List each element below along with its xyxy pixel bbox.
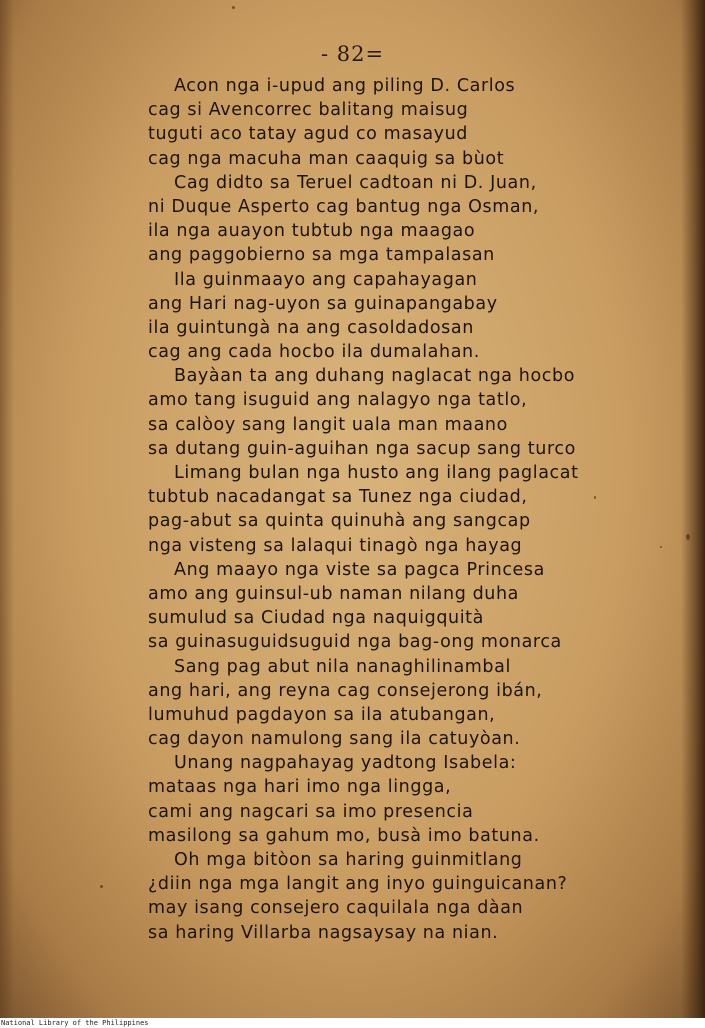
paper-speck <box>594 496 596 499</box>
poem-line: Sang pag abut nila nanaghilinambal <box>174 656 511 677</box>
poem-line: Limang bulan nga husto ang ilang paglacat <box>174 463 579 483</box>
poem-line: masilong sa gahum mo, busà imo batuna. <box>148 825 540 846</box>
poem-line: ila nga auayon tubtub nga maagao <box>148 221 476 242</box>
poem-line: cag dayon namulong sang ila catuyòan. <box>148 729 521 750</box>
paper-speck <box>100 885 103 888</box>
poem-line: tubtub nacadangat sa Tunez nga ciudad, <box>148 487 528 508</box>
poem-line: ila guintungà na ang casoldadosan <box>148 317 474 338</box>
poem-line: ang Hari nag-uyon sa guinapangabay <box>148 293 498 314</box>
poem-line: pag-abut sa quinta quinuhà ang sangcap <box>148 511 531 532</box>
footer-bar <box>0 1018 705 1028</box>
poem-line: amo tang isuguid ang nalagyo nga tatlo, <box>148 390 528 411</box>
page-edge-shadow-left <box>0 0 14 1018</box>
poem-line: nga visteng sa lalaqui tinagò nga hayag <box>148 535 523 556</box>
poem-line: amo ang guinsul-ub naman nilang duha <box>148 583 519 604</box>
page-edge-shadow-right <box>681 0 705 1018</box>
poem-line: cami ang nagcari sa imo presencia <box>148 801 474 822</box>
poem-line: Oh mga bitòon sa haring guinmitlang <box>174 850 523 870</box>
poem-line: Unang nagpahayag yadtong Isabela: <box>174 753 517 774</box>
poem-line: sa calòoy sang langit uala man maano <box>148 414 508 435</box>
poem-line: Bayàan ta ang duhang naglacat nga hocbo <box>174 366 575 387</box>
poem-line: mataas nga hari imo nga lingga, <box>148 777 452 798</box>
poem-text <box>148 74 658 945</box>
paper-speck <box>232 6 235 9</box>
poem-line: sumulud sa Ciudad nga naquigquità <box>148 608 484 629</box>
poem-line: tuguti aco tatay agud co masayud <box>148 124 468 145</box>
poem-line: cag si Avencorrec balitang maisug <box>148 100 469 121</box>
poem-line: may isang consejero caquilala nga dàan <box>148 898 524 919</box>
poem-line: ang paggobierno sa mga tampalasan <box>148 245 495 266</box>
poem-line: Cag didto sa Teruel cadtoan ni D. Juan, <box>174 172 537 193</box>
poem-line: Acon nga i-upud ang piling D. Carlos <box>174 76 516 96</box>
footer-credit: National Library of the Philippines <box>1 1019 149 1027</box>
poem-line: ¿diin nga mga langit ang inyo guinguicanan? <box>148 874 568 895</box>
poem-line: Ang maayo nga viste sa pagca Princesa <box>174 559 545 580</box>
paper-speck <box>686 534 690 540</box>
poem-line: ang hari, ang reyna cag consejerong ibán, <box>148 680 543 701</box>
poem-line: lumuhud pagdayon sa ila atubangan, <box>148 704 496 725</box>
poem-line: cag ang cada hocbo ila dumalahan. <box>148 342 480 363</box>
poem-line: sa haring Villarba nagsaysay na nian. <box>148 922 499 943</box>
page-number: - 82= <box>320 42 385 66</box>
poem-line: Ila guinmaayo ang capahayagan <box>174 269 478 290</box>
poem-line: sa dutang guin-aguihan nga sacup sang turco <box>148 438 576 459</box>
poem-line: cag nga macuha man caaquig sa bùot <box>148 148 505 169</box>
paper-speck <box>660 546 662 548</box>
poem-line: sa guinasuguidsuguid nga bag-ong monarca <box>148 632 562 653</box>
poem-line: ni Duque Asperto cag bantug nga Osman, <box>148 196 540 217</box>
